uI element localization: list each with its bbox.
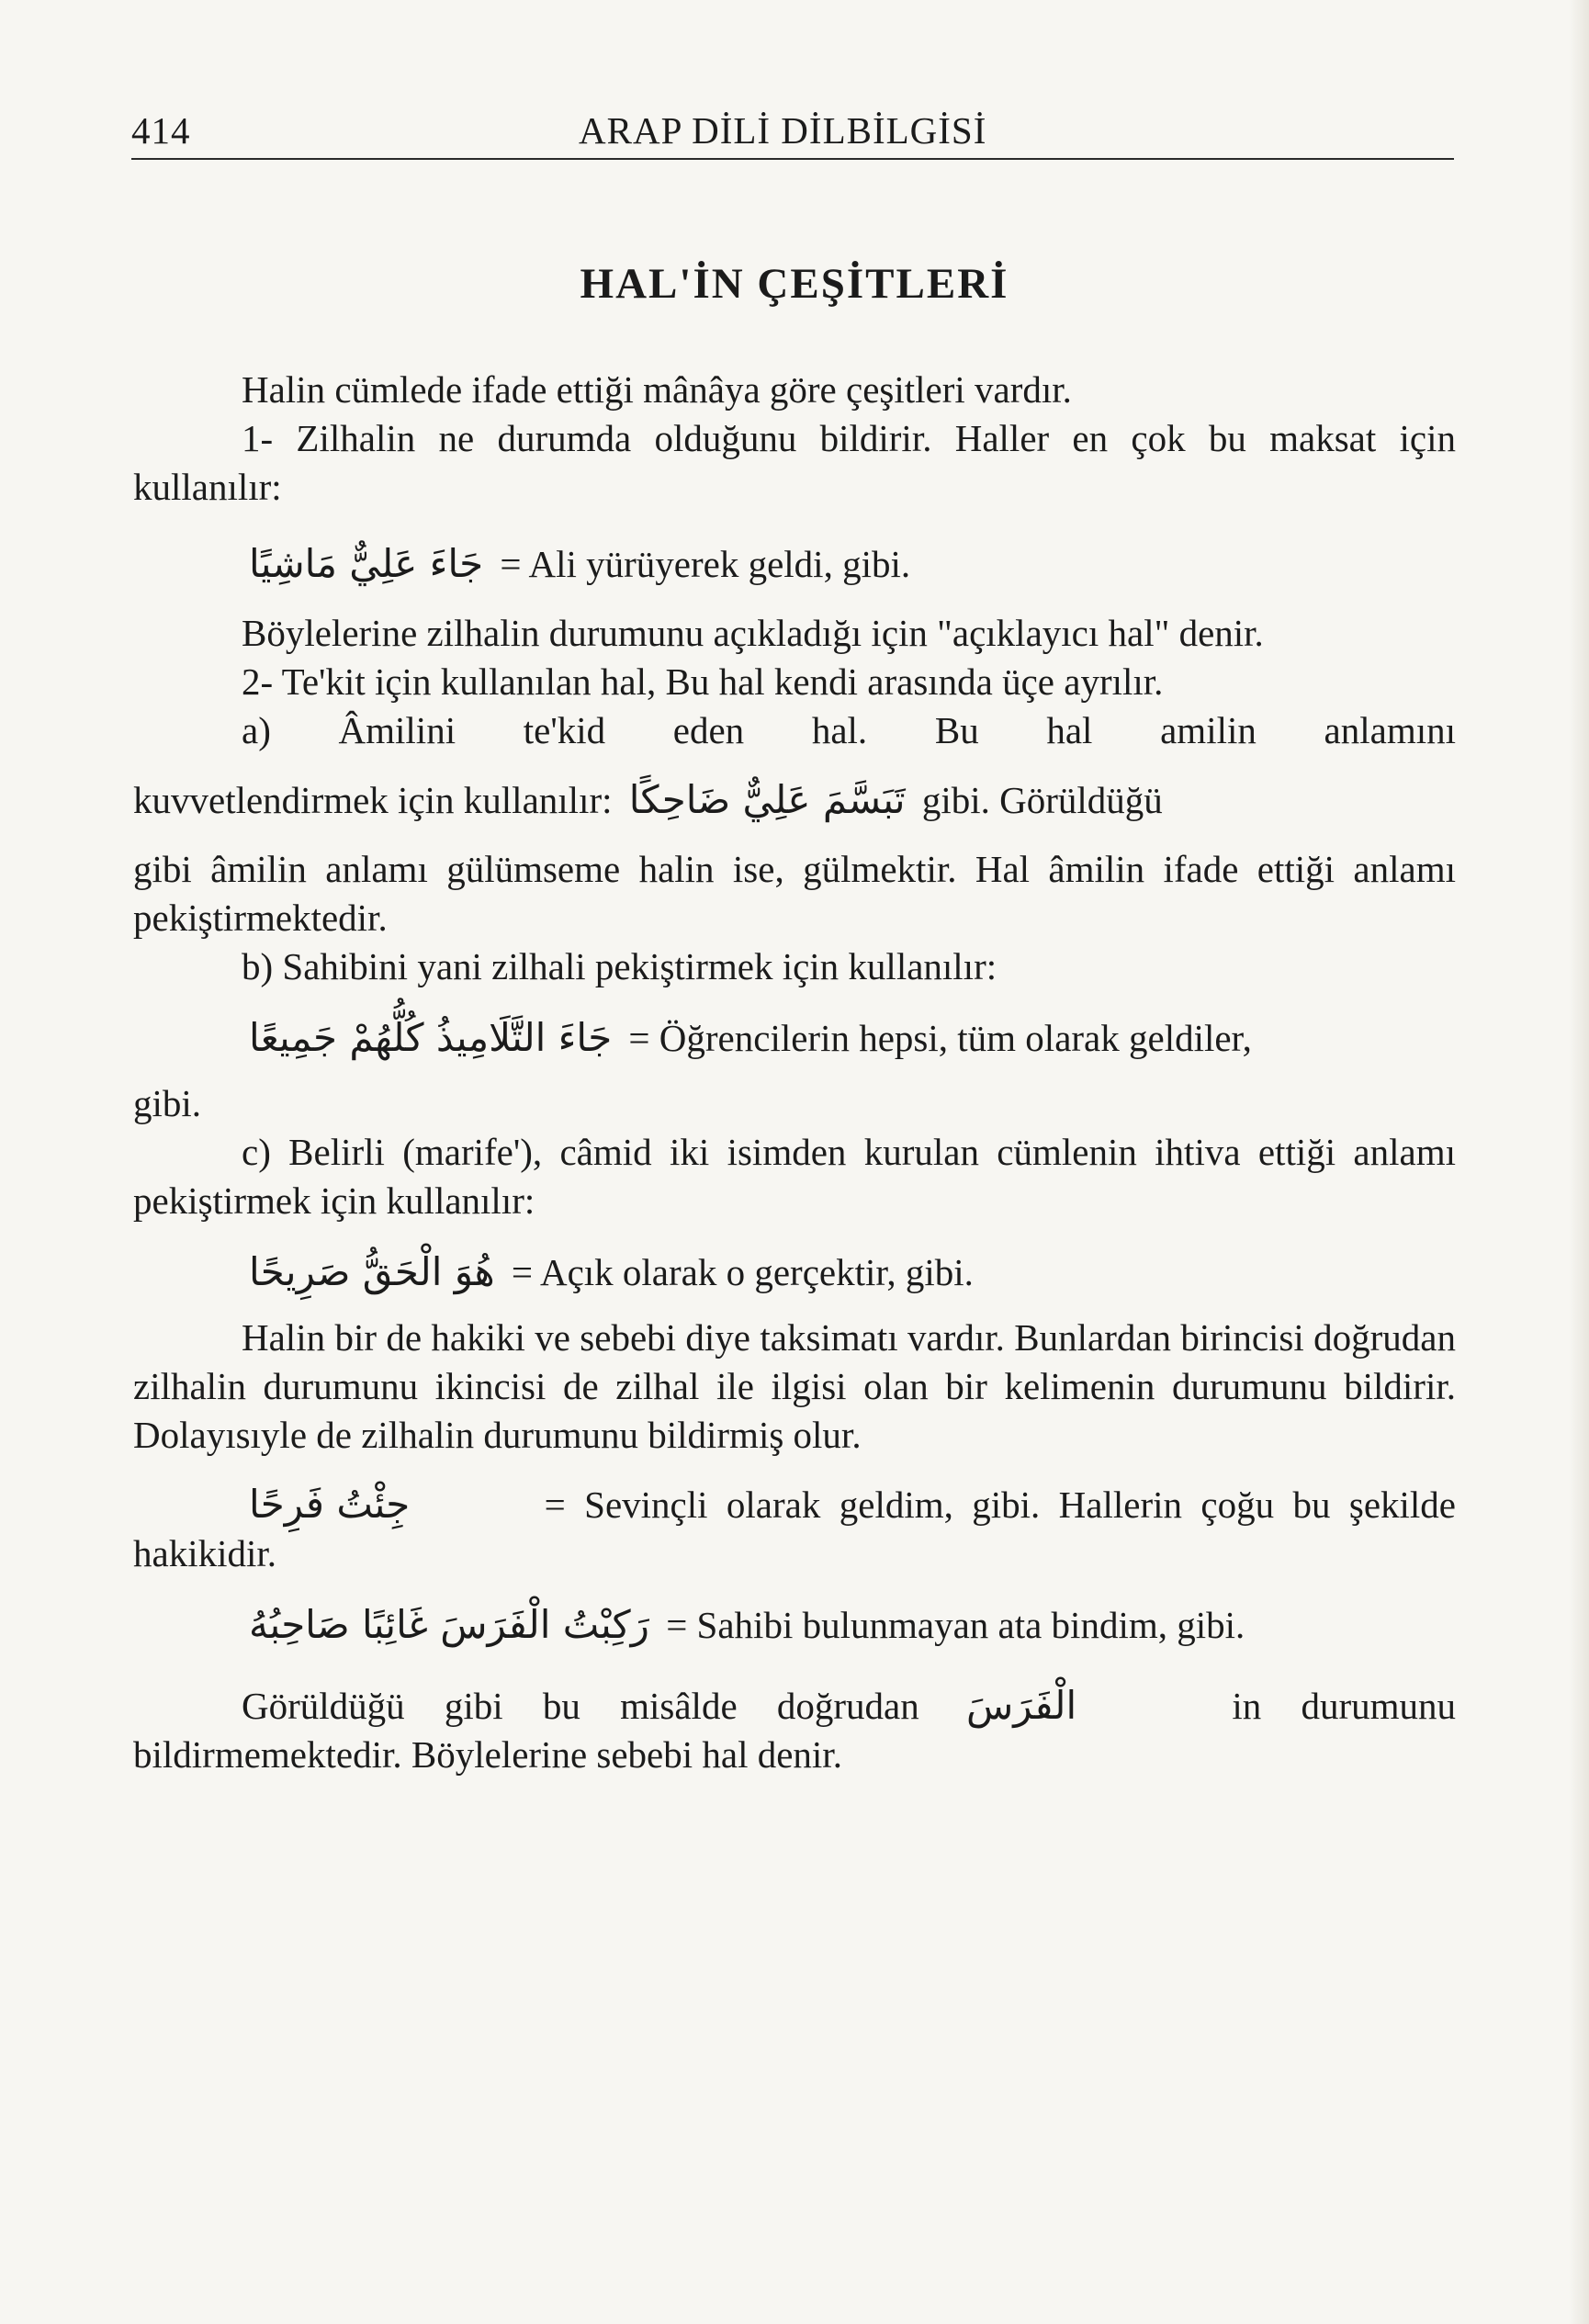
- text-run: Görüldüğü gibi bu misâlde doğrudan: [242, 1685, 919, 1727]
- paragraph: gibi âmilin anlamı gülümseme halin ise, gülmektir. Hal âmilin ifade ettiği anlamı pekiştirmektedir.: [133, 848, 1456, 939]
- paragraph: Böylelerine zilhalin durumunu açıkladığı için "açıklayıcı hal" denir.: [242, 612, 1264, 654]
- paragraph: 2- Te'kit için kullanılan hal, Bu hal kendi arasında üçe ayrılır.: [242, 660, 1164, 703]
- header-rule: [131, 158, 1454, 160]
- arabic-example: جَاءَ التَّلَامِيذُ كُلُّهُمْ جَمِيعًا: [249, 1015, 613, 1060]
- word: hal: [1046, 709, 1093, 751]
- text-run: gibi. Görüldüğü: [921, 779, 1163, 821]
- example-translation: = Açık olarak o gerçektir, gibi.: [511, 1251, 974, 1293]
- chapter-title: HAL'İN ÇEŞİTLERİ: [580, 260, 1009, 308]
- example-line: [133, 775, 1456, 825]
- text-run: in durumunu bildirmemektedir. Böylelerine sebebi hal denir.: [133, 1685, 1457, 1776]
- paragraph: Halin cümlede ifade ettiği mânâya göre çeşitleri vardır.: [242, 368, 1072, 411]
- arabic-example: تَبَسَّمَ عَلِيٌّ ضَاحِكًا: [628, 777, 906, 822]
- arabic-example: جَاءَ عَلِيٌّ مَاشِيًا: [249, 541, 484, 586]
- example-translation: = Öğrencilerin hepsi, tüm olarak geldiler,: [628, 1017, 1252, 1059]
- paragraph: c) Belirli (marife'), câmid iki isimden kurulan cümlenin ihtiva ettiği anlamı pekiştirmek için kullanılır:: [133, 1131, 1456, 1222]
- word: hal.: [811, 709, 868, 751]
- paragraph: Halin bir de hakiki ve sebebi diye taksimatı vardır. Bunlardan birincisi doğrudan zilhalin durumunu ikincisi de zilhal ile ilgisi olan bir kelimenin durumunu bildirir. Dolayısıyle de zilhalin durumunu bildirmiş olur.: [133, 1316, 1456, 1456]
- word: anlamını: [1324, 709, 1456, 751]
- example-translation: = Ali yürüyerek geldi, gibi.: [500, 543, 911, 585]
- justified-line: [133, 706, 1456, 755]
- example-line: [133, 1247, 1456, 1297]
- paragraph: b) Sahibini yani zilhali pekiştirmek için kullanılır:: [242, 945, 997, 987]
- word: a): [242, 709, 271, 751]
- word: te'kid: [523, 709, 606, 751]
- arabic-word: الْفَرَسَ: [965, 1683, 1077, 1728]
- example-line: [133, 1013, 1456, 1063]
- text-run: kuvvetlendirmek için kullanılır:: [133, 779, 613, 821]
- example-line: [133, 1480, 1456, 1578]
- arabic-example: جِئْتُ فَرِحًا: [249, 1482, 411, 1527]
- example-line: [133, 1600, 1456, 1650]
- running-head: ARAP DİLİ DİLBİLGİSİ: [579, 109, 987, 152]
- arabic-example: هُوَ الْحَقُّ صَرِيحًا: [249, 1249, 495, 1294]
- word: amilin: [1160, 709, 1257, 751]
- arabic-example: رَكِبْتُ الْفَرَسَ غَائِبًا صَاحِبُهُ: [249, 1602, 649, 1647]
- paragraph: 1- Zilhalin ne durumda olduğunu bildirir. Haller en çok bu maksat için kullanılır:: [133, 417, 1456, 508]
- page-edge-shadow: [1569, 0, 1589, 2324]
- body-text: [133, 366, 1456, 1779]
- example-translation: = Sahibi bulunmayan ata bindim, gibi.: [666, 1604, 1245, 1646]
- example-line: [133, 539, 1456, 589]
- word: eden: [672, 709, 745, 751]
- word: Bu: [934, 709, 979, 751]
- page-number: 414: [131, 109, 191, 152]
- continuation: gibi.: [133, 1082, 202, 1124]
- example-translation: = Sevinçli olarak geldim, gibi. Hallerin çoğu bu şekilde hakikidir.: [133, 1484, 1457, 1574]
- word: Âmilini: [338, 709, 456, 751]
- paragraph: [133, 1681, 1456, 1779]
